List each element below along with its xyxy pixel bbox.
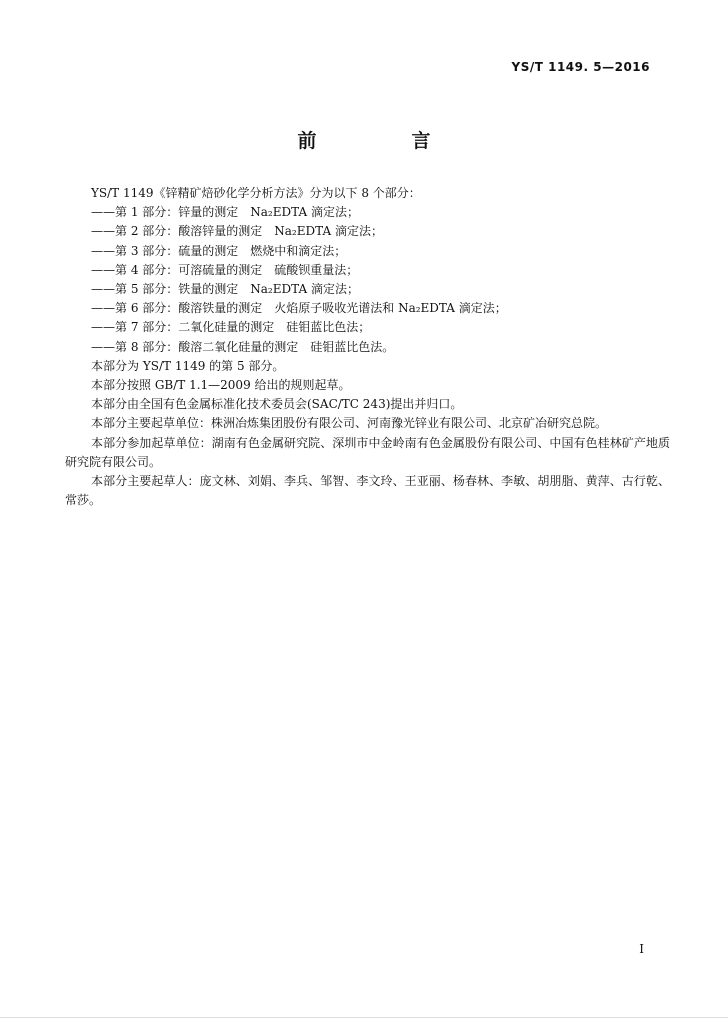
- part-item: ——第 4 部分：可溶硫量的测定 硫酸钡重量法；: [91, 262, 359, 277]
- statement-paragraph: 本部分由全国有色金属标准化技术委员会(SAC/TC 243)提出并归口。: [91, 397, 463, 412]
- foreword-body: [65, 184, 670, 510]
- part-item: ——第 8 部分：酸溶二氧化硅量的测定 硅钼蓝比色法。: [91, 339, 395, 354]
- statement-paragraph: 本部分按照 GB/T 1.1—2009 给出的规则起草。: [91, 378, 351, 393]
- statement-paragraph: 本部分参加起草单位：湖南有色金属研究院、深圳市中金岭南有色金属股份有限公司、中国有色桂林矿产地质研究院有限公司。: [65, 435, 670, 469]
- part-item: ——第 1 部分：锌量的测定 Na₂EDTA 滴定法；: [91, 205, 359, 220]
- statement-paragraph: 本部分主要起草单位：株洲冶炼集团股份有限公司、河南豫光锌业有限公司、北京矿冶研究总院。: [91, 416, 608, 431]
- standard-code: YS/T 1149. 5—2016: [511, 60, 650, 74]
- part-item: ——第 3 部分：硫量的测定 燃烧中和滴定法；: [91, 243, 347, 258]
- statement-paragraph: 本部分主要起草人：庞文林、刘娟、李兵、邹智、李文玲、王亚丽、杨春林、李敏、胡朋脂、黄萍、古行乾、常莎。: [65, 474, 670, 508]
- statement-paragraph: 本部分为 YS/T 1149 的第 5 部分。: [91, 358, 285, 373]
- part-item: ——第 5 部分：铁量的测定 Na₂EDTA 滴定法；: [91, 282, 359, 297]
- page-title: 前 言: [297, 130, 469, 152]
- page-bottom-divider: [0, 1017, 728, 1018]
- page-number: I: [639, 942, 644, 956]
- part-item: ——第 7 部分：二氧化硅量的测定 硅钼蓝比色法；: [91, 320, 371, 335]
- part-item: ——第 6 部分：酸溶铁量的测定 火焰原子吸收光谱法和 Na₂EDTA 滴定法；: [91, 301, 507, 316]
- intro-line: YS/T 1149《锌精矿焙砂化学分析方法》分为以下 8 个部分：: [91, 186, 421, 200]
- part-item: ——第 2 部分：酸溶锌量的测定 Na₂EDTA 滴定法；: [91, 224, 383, 239]
